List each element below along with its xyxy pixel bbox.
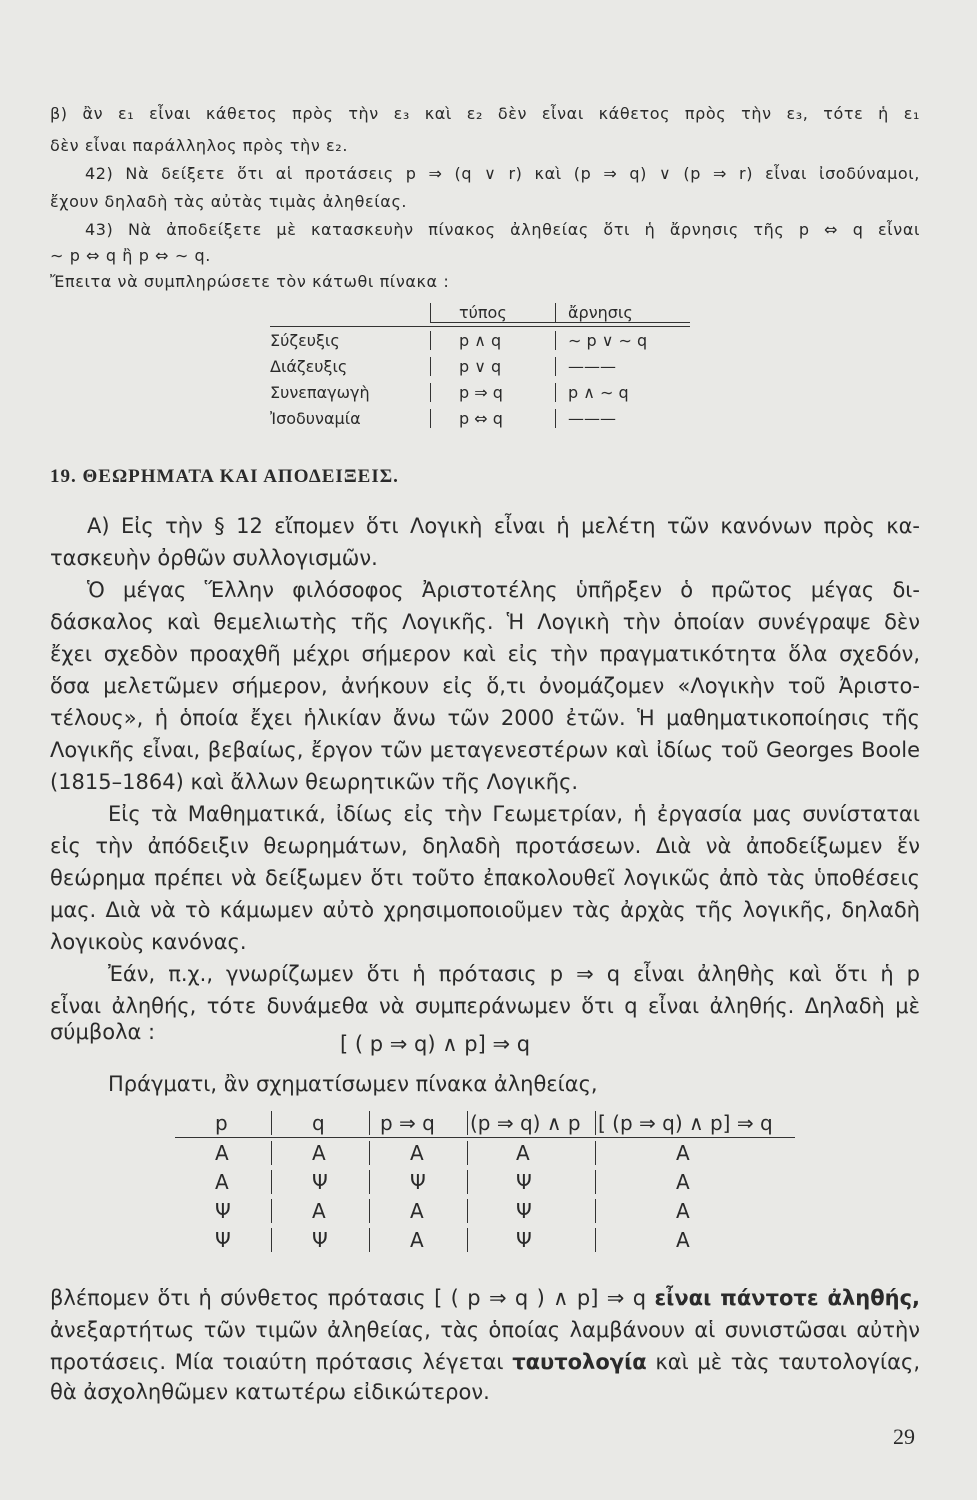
exercise-line: 43) Νὰ ἀποδείξετε μὲ κατασκευὴν πίνακος ἀληθείας ὅτι ἡ ἄρνησις τῆς p ⇔ q εἶναι xyxy=(85,220,920,239)
conclusion-text: καὶ μὲ τὰς ταυτολογίας, xyxy=(646,1350,920,1374)
conclusion-emphasis: εἶναι πάντοτε ἀληθής, xyxy=(654,1286,920,1310)
table-cell: Ψ xyxy=(215,1227,231,1252)
truth-table xyxy=(175,1108,795,1254)
paragraph-line: δάσκαλος καὶ θεμελιωτὴς τῆς Λογικῆς. Ἡ Λογικὴ τὴν ὁποίαν συνέγραψε δὲν xyxy=(50,610,920,634)
table-cell: ——— xyxy=(555,409,690,428)
exercise-line: ἔχουν δηλαδὴ τὰς αὐτὰς τιμὰς ἀληθείας. xyxy=(50,192,408,211)
table-cell: Ψ xyxy=(467,1228,595,1252)
table-header-row xyxy=(175,1108,795,1138)
table-cell: Ψ xyxy=(467,1170,595,1194)
table-cell: p ⇒ q xyxy=(430,383,555,402)
conclusion-text: βλέπομεν ὅτι ἡ σύνθετος πρότασις [ ( p ⇒ q ) ∧ p] ⇒ q xyxy=(50,1286,655,1310)
table-row xyxy=(270,326,690,353)
paragraph-line: ἔχει σχεδὸν προαχθῆ μέχρι σήμερον καὶ εἰς τὴν πραγματικότητα ὅλα σχεδόν, xyxy=(50,642,920,666)
table-row xyxy=(175,1167,795,1196)
table-cell: Α xyxy=(215,1140,229,1165)
paragraph-line xyxy=(50,1280,920,1316)
table-cell: Συνεπαγωγὴ xyxy=(270,382,370,402)
table-row xyxy=(270,353,690,379)
paragraph-line: ὅσα μελετῶμεν σήμερον, ἀνήκουν εἰς ὅ,τι ὀνομάζομεν «Λογικὴν τοῦ Ἀριστο- xyxy=(50,674,920,698)
table-cell: Α xyxy=(271,1141,369,1165)
table-row xyxy=(270,405,690,431)
paragraph-line: μας. Διὰ νὰ τὸ κάμωμεν αὐτὸ χρησιμοποιοῦμεν τὰς ἀρχὰς τῆς λογικῆς, δηλαδὴ xyxy=(50,898,920,922)
paragraph-line: εἰς τὴν ἀπόδειξιν θεωρημάτων, δηλαδὴ προτάσεων. Διὰ νὰ ἀποδείξωμεν ἕν xyxy=(50,834,920,858)
table-header-cell: (p ⇒ q) ∧ p xyxy=(467,1111,595,1135)
paragraph-line: σύμβολα : xyxy=(50,1020,156,1044)
table-cell: ∼ p ∨ ∼ q xyxy=(555,331,690,350)
paragraph-line: Εἰς τὰ Μαθηματικά, ἰδίως εἰς τὴν Γεωμετρίαν, ἡ ἐργασία μας συνίσταται xyxy=(108,802,920,826)
section-heading: 19. ΘΕΩΡΗΜΑΤΑ ΚΑΙ ΑΠΟΔΕΙΞΕΙΣ. xyxy=(50,466,399,487)
table-header-cell: [ (p ⇒ q) ∧ p] ⇒ q xyxy=(595,1111,795,1135)
table-row xyxy=(175,1225,795,1254)
table-cell: Διάζευξις xyxy=(270,356,348,376)
table-header-cell: ἄρνησις xyxy=(555,303,690,323)
table-cell: Ψ xyxy=(467,1199,595,1223)
paragraph-line: Α) Εἰς τὴν § 12 εἴπομεν ὅτι Λογικὴ εἶναι ἡ μελέτη τῶν κανόνων πρὸς κα- xyxy=(87,514,920,538)
negation-table xyxy=(270,300,690,431)
table-cell: p ∧ q xyxy=(430,331,555,350)
table-cell: Ψ xyxy=(271,1228,369,1252)
paragraph-line: Ὁ μέγας Ἕλλην φιλόσοφος Ἀριστοτέλης ὑπῆρξεν ὁ πρῶτος μέγας δι- xyxy=(87,578,920,602)
paragraph-line: τέλους», ἡ ὁποία ἔχει ἡλικίαν ἄνω τῶν 2000 ἐτῶν. Ἡ μαθηματικοποίησις τῆς xyxy=(50,706,920,730)
exercise-line: β) ἂν ε₁ εἶναι κάθετος πρὸς τὴν ε₃ καὶ ε₂ δὲν εἶναι κάθετος πρὸς τὴν ε₃, τότε ἡ ε₁ xyxy=(50,104,920,123)
table-cell: Ψ xyxy=(369,1170,467,1194)
table-cell: Α xyxy=(595,1170,795,1194)
paragraph-line: θὰ ἀσχοληθῶμεν κατωτέρω εἰδικώτερον. xyxy=(50,1380,490,1404)
page-number: 29 xyxy=(893,1424,915,1449)
table-cell: ——— xyxy=(555,357,690,376)
table-cell: Ψ xyxy=(215,1198,231,1223)
conclusion-text: προτάσεις. Μία τοιαύτη πρότασις λέγεται xyxy=(50,1350,513,1374)
table-cell: Α xyxy=(467,1141,595,1165)
table-row xyxy=(270,379,690,405)
table-cell: Α xyxy=(595,1199,795,1223)
table-header-cell: p ⇒ q xyxy=(369,1111,467,1135)
table-cell: Α xyxy=(271,1199,369,1223)
table-header-cell: τύπος xyxy=(430,303,555,323)
tautology-term: ταυτολογία xyxy=(512,1350,647,1374)
table-cell: p ∧ ∼ q xyxy=(555,383,690,402)
exercise-line: 42) Νὰ δείξετε ὅτι αἱ προτάσεις p ⇒ (q ∨ r) καὶ (p ⇒ q) ∨ (p ⇒ r) εἶναι ἰσοδύναμοι, xyxy=(85,164,920,183)
table-cell: Ἰσοδυναμία xyxy=(270,408,361,428)
paragraph-line: Λογικῆς εἶναι, βεβαίως, ἔργον τῶν μεταγενεστέρων καὶ ἰδίως τοῦ Georges Boole xyxy=(50,738,920,762)
table-row xyxy=(175,1196,795,1225)
table-header-cell: q xyxy=(271,1111,369,1135)
exercise-line: δὲν εἶναι παράλληλος πρὸς τὴν ε₂. xyxy=(50,136,349,155)
table-cell: Σύζευξις xyxy=(270,330,340,350)
paragraph-line: τασκευὴν ὀρθῶν συλλογισμῶν. xyxy=(50,546,378,570)
paragraph-line: εἶναι ἀληθής, τότε δυνάμεθα νὰ συμπεράνωμεν ὅτι q εἶναι ἀληθής. Δηλαδὴ μὲ xyxy=(50,994,920,1018)
table-cell: Ψ xyxy=(271,1170,369,1194)
exercise-line: Ἔπειτα νὰ συμπληρώσετε τὸν κάτωθι πίνακα : xyxy=(50,272,450,291)
table-cell: Α xyxy=(215,1169,229,1194)
paragraph-line: Ἐάν, π.χ., γνωρίζωμεν ὅτι ἡ πρότασις p ⇒ q εἶναι ἀληθὴς καὶ ὅτι ἡ p xyxy=(108,962,920,986)
tautology-formula: [ ( p ⇒ q) ∧ p] ⇒ q xyxy=(340,1032,531,1056)
table-cell: Α xyxy=(369,1199,467,1223)
table-cell: Α xyxy=(369,1228,467,1252)
table-cell: Α xyxy=(595,1228,795,1252)
paragraph-line: λογικοὺς κανόνας. xyxy=(50,930,247,954)
table-row xyxy=(175,1138,795,1167)
table-cell: p ∨ q xyxy=(430,357,555,376)
paragraph-line: Πράγματι, ἂν σχηματίσωμεν πίνακα ἀληθείας, xyxy=(108,1072,598,1096)
exercise-line: ∼ p ⇔ q ἢ p ⇔ ∼ q. xyxy=(50,246,211,265)
table-cell: p ⇔ q xyxy=(430,409,555,428)
paragraph-line: ἀνεξαρτήτως τῶν τιμῶν ἀληθείας, τὰς ὁποίας λαμβάνουν αἱ συνιστῶσαι αὐτὴν xyxy=(50,1318,920,1342)
table-cell: Α xyxy=(369,1141,467,1165)
paragraph-line: (1815–1864) καὶ ἄλλων θεωρητικῶν τῆς Λογικῆς. xyxy=(50,770,579,794)
table-cell: Α xyxy=(595,1141,795,1165)
paragraph-line: θεώρημα πρέπει νὰ δείξωμεν ὅτι τοῦτο ἐπακολουθεῖ λογικῶς ἀπὸ τὰς ὑποθέσεις xyxy=(50,866,920,890)
table-header-cell: p xyxy=(215,1110,228,1135)
